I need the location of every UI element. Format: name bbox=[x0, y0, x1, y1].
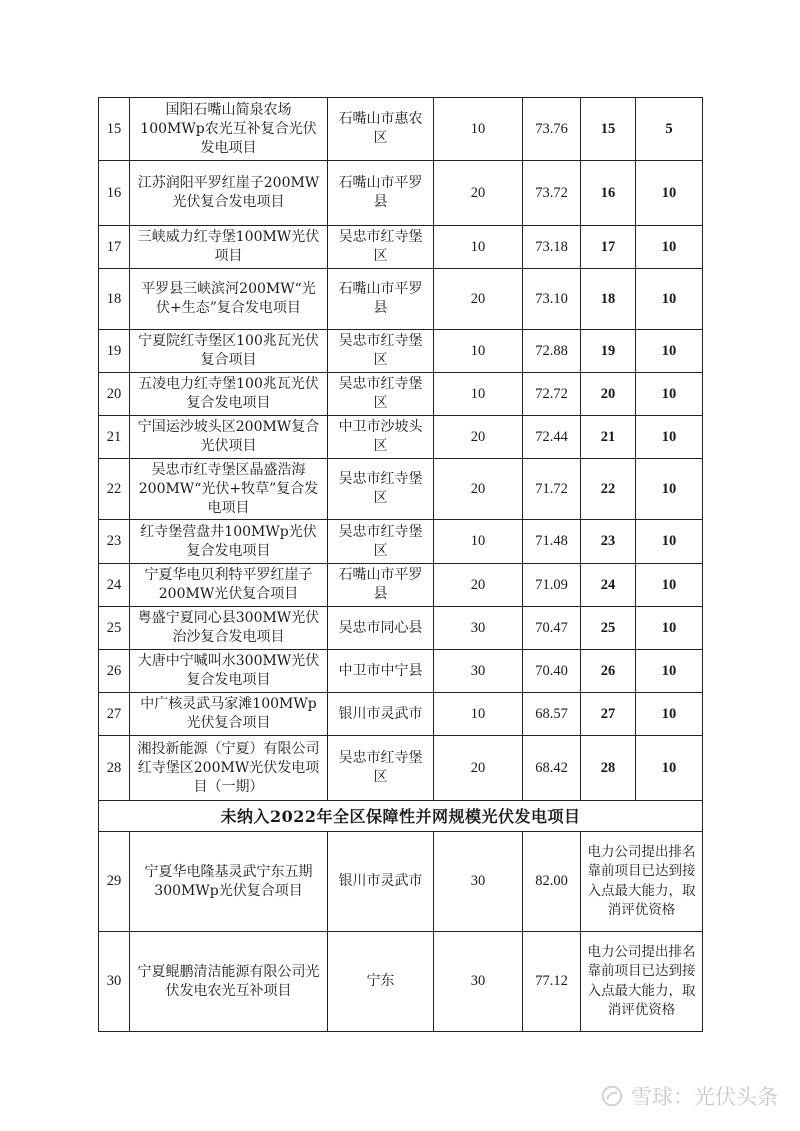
cell-capacity: 20 bbox=[434, 269, 523, 330]
cell-project-name: 大唐中宁喊叫水300MW光伏复合发电项目 bbox=[130, 650, 328, 693]
cell-project-name: 宁夏鲲鹏清洁能源有限公司光伏发电农光互补项目 bbox=[130, 932, 328, 1032]
cell-allocation: 10 bbox=[636, 650, 703, 693]
cell-capacity: 10 bbox=[434, 98, 523, 161]
table-row bbox=[99, 736, 703, 801]
cell-rank: 28 bbox=[581, 736, 636, 801]
cell-rank: 16 bbox=[581, 161, 636, 226]
cell-allocation: 10 bbox=[636, 693, 703, 736]
cell-allocation: 10 bbox=[636, 564, 703, 607]
cell-score: 70.40 bbox=[523, 650, 581, 693]
cell-capacity: 10 bbox=[434, 520, 523, 564]
cell-allocation: 10 bbox=[636, 330, 703, 373]
cell-location: 银川市灵武市 bbox=[328, 693, 434, 736]
cell-capacity: 10 bbox=[434, 226, 523, 269]
cell-no: 17 bbox=[99, 226, 130, 269]
cell-score: 68.42 bbox=[523, 736, 581, 801]
cell-allocation: 10 bbox=[636, 416, 703, 459]
cell-rank: 17 bbox=[581, 226, 636, 269]
cell-rank: 26 bbox=[581, 650, 636, 693]
cell-capacity: 30 bbox=[434, 832, 523, 932]
cell-location: 中卫市中宁县 bbox=[328, 650, 434, 693]
cell-allocation: 10 bbox=[636, 373, 703, 416]
table-body bbox=[99, 98, 703, 1032]
cell-allocation: 10 bbox=[636, 520, 703, 564]
table-row bbox=[99, 416, 703, 459]
cell-project-name: 宁夏华电隆基灵武宁东五期300MWp光伏复合项目 bbox=[130, 832, 328, 932]
cell-allocation: 10 bbox=[636, 269, 703, 330]
cell-score: 70.47 bbox=[523, 607, 581, 650]
cell-capacity: 30 bbox=[434, 650, 523, 693]
cell-rank: 18 bbox=[581, 269, 636, 330]
cell-location: 吴忠市红寺堡区 bbox=[328, 520, 434, 564]
cell-score: 71.72 bbox=[523, 459, 581, 520]
cell-no: 18 bbox=[99, 269, 130, 330]
table-row bbox=[99, 832, 703, 932]
xueqiu-snowball-icon bbox=[601, 1085, 623, 1107]
cell-no: 29 bbox=[99, 832, 130, 932]
cell-note: 电力公司提出排名靠前项目已达到接入点最大能力，取消评优资格 bbox=[581, 932, 703, 1032]
table-row bbox=[99, 520, 703, 564]
cell-allocation: 5 bbox=[636, 98, 703, 161]
cell-note: 电力公司提出排名靠前项目已达到接入点最大能力，取消评优资格 bbox=[581, 832, 703, 932]
cell-allocation: 10 bbox=[636, 607, 703, 650]
cell-location: 宁东 bbox=[328, 932, 434, 1032]
cell-score: 73.10 bbox=[523, 269, 581, 330]
table-row bbox=[99, 98, 703, 161]
cell-capacity: 10 bbox=[434, 373, 523, 416]
cell-project-name: 中广核灵武马家滩100MWp光伏复合项目 bbox=[130, 693, 328, 736]
cell-rank: 15 bbox=[581, 98, 636, 161]
table-row bbox=[99, 459, 703, 520]
cell-location: 吴忠市同心县 bbox=[328, 607, 434, 650]
cell-capacity: 20 bbox=[434, 736, 523, 801]
cell-score: 71.48 bbox=[523, 520, 581, 564]
cell-rank: 24 bbox=[581, 564, 636, 607]
cell-rank: 27 bbox=[581, 693, 636, 736]
cell-capacity: 10 bbox=[434, 693, 523, 736]
cell-no: 23 bbox=[99, 520, 130, 564]
watermark-text: 雪球：光伏头条 bbox=[631, 1085, 778, 1109]
cell-location: 中卫市沙坡头区 bbox=[328, 416, 434, 459]
cell-project-name: 国阳石嘴山简泉农场100MWp农光互补复合光伏发电项目 bbox=[130, 98, 328, 161]
cell-capacity: 20 bbox=[434, 459, 523, 520]
cell-project-name: 江苏润阳平罗红崖子200MW光伏复合发电项目 bbox=[130, 161, 328, 226]
cell-project-name: 三峡威力红寺堡100MW光伏项目 bbox=[130, 226, 328, 269]
cell-capacity: 20 bbox=[434, 416, 523, 459]
cell-location: 吴忠市红寺堡区 bbox=[328, 330, 434, 373]
cell-location: 吴忠市红寺堡区 bbox=[328, 373, 434, 416]
cell-no: 22 bbox=[99, 459, 130, 520]
table-row bbox=[99, 330, 703, 373]
cell-allocation: 10 bbox=[636, 736, 703, 801]
cell-no: 21 bbox=[99, 416, 130, 459]
table-row bbox=[99, 650, 703, 693]
cell-location: 石嘴山市平罗县 bbox=[328, 269, 434, 330]
table-row bbox=[99, 226, 703, 269]
table-row bbox=[99, 693, 703, 736]
cell-location: 银川市灵武市 bbox=[328, 832, 434, 932]
cell-no: 24 bbox=[99, 564, 130, 607]
section-title: 未纳入2022年全区保障性并网规模光伏发电项目 bbox=[99, 801, 703, 832]
cell-no: 15 bbox=[99, 98, 130, 161]
cell-score: 82.00 bbox=[523, 832, 581, 932]
cell-no: 25 bbox=[99, 607, 130, 650]
cell-rank: 22 bbox=[581, 459, 636, 520]
cell-project-name: 粤盛宁夏同心县300MW光伏治沙复合发电项目 bbox=[130, 607, 328, 650]
cell-allocation: 10 bbox=[636, 226, 703, 269]
cell-capacity: 30 bbox=[434, 932, 523, 1032]
cell-score: 71.09 bbox=[523, 564, 581, 607]
cell-capacity: 20 bbox=[434, 564, 523, 607]
cell-score: 72.88 bbox=[523, 330, 581, 373]
cell-no: 28 bbox=[99, 736, 130, 801]
cell-no: 16 bbox=[99, 161, 130, 226]
cell-capacity: 30 bbox=[434, 607, 523, 650]
cell-rank: 23 bbox=[581, 520, 636, 564]
section-header-row bbox=[99, 801, 703, 832]
cell-project-name: 红寺堡营盘井100MWp光伏复合发电项目 bbox=[130, 520, 328, 564]
cell-score: 72.44 bbox=[523, 416, 581, 459]
cell-project-name: 宁夏华电贝利特平罗红崖子200MW光伏复合项目 bbox=[130, 564, 328, 607]
table-row bbox=[99, 373, 703, 416]
cell-score: 73.18 bbox=[523, 226, 581, 269]
cell-project-name: 湘投新能源（宁夏）有限公司红寺堡区200MW光伏发电项目（一期） bbox=[130, 736, 328, 801]
table-row bbox=[99, 932, 703, 1032]
cell-project-name: 宁夏院红寺堡区100兆瓦光伏复合项目 bbox=[130, 330, 328, 373]
table-row bbox=[99, 564, 703, 607]
cell-project-name: 五凌电力红寺堡100兆瓦光伏复合发电项目 bbox=[130, 373, 328, 416]
cell-allocation: 10 bbox=[636, 161, 703, 226]
cell-location: 吴忠市红寺堡区 bbox=[328, 459, 434, 520]
cell-no: 30 bbox=[99, 932, 130, 1032]
table-row bbox=[99, 161, 703, 226]
cell-capacity: 10 bbox=[434, 330, 523, 373]
project-table bbox=[98, 97, 703, 1032]
cell-location: 石嘴山市平罗县 bbox=[328, 161, 434, 226]
cell-rank: 21 bbox=[581, 416, 636, 459]
cell-no: 19 bbox=[99, 330, 130, 373]
cell-no: 26 bbox=[99, 650, 130, 693]
cell-location: 吴忠市红寺堡区 bbox=[328, 736, 434, 801]
cell-allocation: 10 bbox=[636, 459, 703, 520]
cell-score: 73.76 bbox=[523, 98, 581, 161]
table-row bbox=[99, 607, 703, 650]
cell-location: 吴忠市红寺堡区 bbox=[328, 226, 434, 269]
cell-project-name: 平罗县三峡滨河200MW“光伏+生态”复合发电项目 bbox=[130, 269, 328, 330]
cell-score: 72.72 bbox=[523, 373, 581, 416]
cell-rank: 25 bbox=[581, 607, 636, 650]
watermark bbox=[601, 1081, 778, 1111]
cell-score: 77.12 bbox=[523, 932, 581, 1032]
cell-rank: 19 bbox=[581, 330, 636, 373]
table-row bbox=[99, 269, 703, 330]
cell-location: 石嘴山市惠农区 bbox=[328, 98, 434, 161]
cell-project-name: 吴忠市红寺堡区晶盛浩海200MW“光伏+牧草”复合发电项目 bbox=[130, 459, 328, 520]
cell-score: 73.72 bbox=[523, 161, 581, 226]
cell-no: 27 bbox=[99, 693, 130, 736]
cell-no: 20 bbox=[99, 373, 130, 416]
cell-rank: 20 bbox=[581, 373, 636, 416]
cell-project-name: 宁国运沙坡头区200MW复合光伏项目 bbox=[130, 416, 328, 459]
cell-score: 68.57 bbox=[523, 693, 581, 736]
cell-location: 石嘴山市平罗县 bbox=[328, 564, 434, 607]
document-page bbox=[98, 97, 702, 1032]
cell-capacity: 20 bbox=[434, 161, 523, 226]
